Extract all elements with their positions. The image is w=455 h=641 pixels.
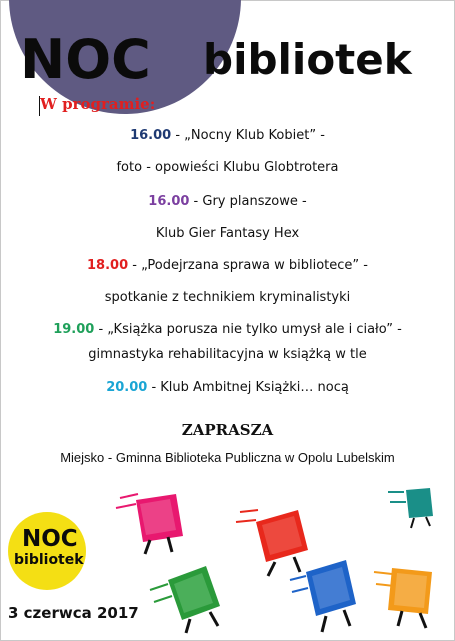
running-books-illustration [0,480,455,641]
running-book-icon-teal [388,488,433,528]
invite-heading: ZAPRASZA [181,421,274,439]
program-item-4-title [0,322,455,337]
program-item-5-time: 20.00 [106,380,148,395]
program-item-4-detail: gimnastyka rehabilitacyjna w książką w tle [88,347,367,362]
badge-noc: NOC [22,526,78,552]
running-book-icon-red [236,510,308,576]
program-item-2-title [0,194,455,209]
program-item-2-detail: Klub Gier Fantasy Hex [155,226,300,241]
running-book-icon-green [150,566,220,633]
header-logo [0,30,455,90]
program-item-3-title [0,258,455,273]
program-item-5-title [0,380,455,395]
program-item-3-text: - „Podejrzana sprawa w bibliotece” - [128,258,368,273]
organizer-name: Miejsko - Gminna Biblioteka Publiczna w Opolu Lubelskim [60,450,395,465]
program-item-1-title [0,128,455,143]
program-item-4-time: 19.00 [53,322,95,337]
program-item-1-time: 16.00 [130,128,172,143]
running-book-icon-magenta [116,494,183,554]
program-item-1-detail: foto - opowieści Klubu Globtrotera [116,160,339,175]
program-item-5-text: - Klub Ambitnej Książki… nocą [147,380,349,395]
program-item-4-text: - „Książka porusza nie tylko umysł ale i ciało” - [94,322,402,337]
logo-noc: NOC [20,28,151,91]
program-heading: W programie: [40,95,156,113]
program-item-3-detail: spotkanie z technikiem kryminalistyki [104,290,351,305]
program-item-1-text: - „Nocny Klub Kobiet” - [171,128,325,143]
program-item-2-time: 16.00 [148,194,190,209]
program-item-3-time: 18.00 [87,258,129,273]
event-date: 3 czerwca 2017 [8,604,139,622]
program-item-2-text: - Gry planszowe - [189,194,307,209]
badge-biblioteka: bibliotek [14,552,84,568]
running-book-icon-orange [374,568,432,628]
logo-biblioteka: bibliotek [203,35,412,84]
